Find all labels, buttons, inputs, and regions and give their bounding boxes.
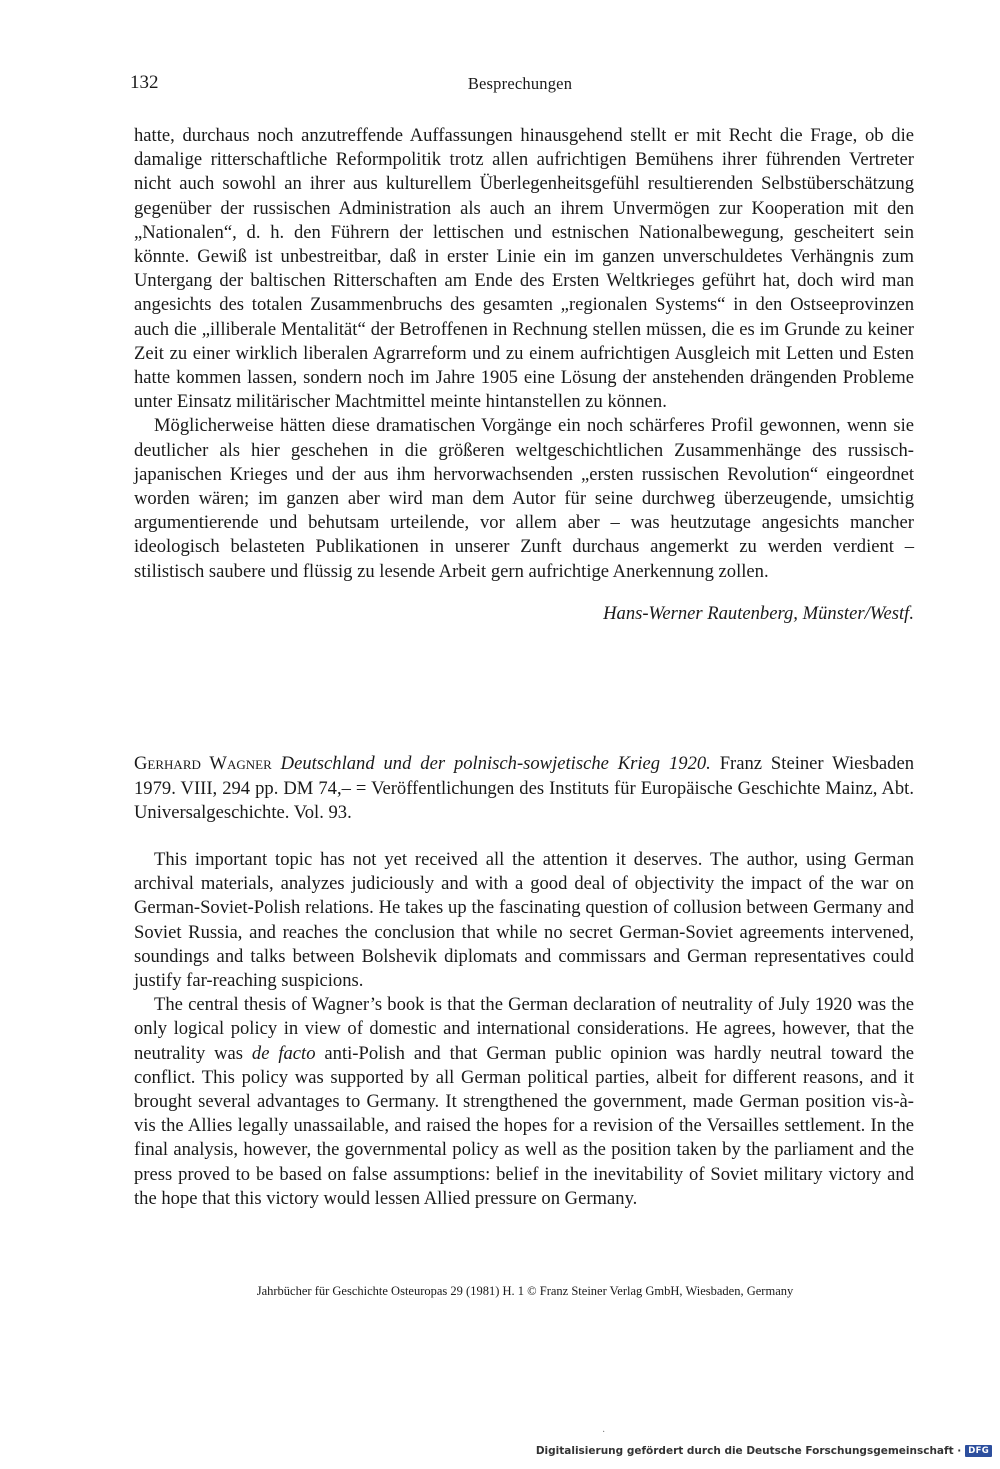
digitization-notice bbox=[536, 1445, 992, 1457]
book-author: Gerhard Wagner bbox=[134, 753, 272, 774]
journal-footer: Jahrbücher für Geschichte Osteuropas 29 (1981) H. 1 © Franz Steiner Verlag GmbH, Wiesbaden, Germany bbox=[256, 1284, 794, 1298]
review-german-paragraph-1: hatte, durchaus noch anzutreffende Auffassungen hinausgehend stellt er mit Recht die Frage, ob die damalige ritterschaftliche Reformpolitik trotz allen aufrichtigen Bemühens ihrer führenden Vertreter nicht auch sowohl an ihrer aus kulturellem Überlegenheitsgefühl resultierenden Selbstüberschätzung gegenüber der russischen Administration als auch an ihrem Unvermögen zur Kooperation mit den „Nationalen“, d. h. den Führern der lettischen und estnischen Nationalbewegung, gescheitert sein könnte. Gewiß ist unbestreitbar, daß in erster Linie ein im ganzen unverschuldetes Verhängnis zum Untergang der baltischen Ritterschaften am Ende des Ersten Weltkrieges geführt hat, doch wird man angesichts des totalen Zusammenbruchs des gesamten „regionalen Systems“ in den Ostseeprovinzen auch die „illiberale Mentalität“ der Betroffenen in Rechnung stellen müssen, die es im Grunde zu keiner Zeit zu einer wirklich liberalen Agrarreform und zu einem aufrichtigen Ausgleich mit Letten und Esten hatte kommen lassen, sondern noch im Jahre 1905 eine Lösung der anstehenden drängenden Probleme unter Einsatz militärischer Machtmittel meinte hintanstellen zu können. bbox=[134, 125, 914, 413]
reviewer-signature: Hans-Werner Rautenberg, Münster/Westf. bbox=[603, 602, 914, 624]
book-title: Deutschland und der polnisch-sowjetische Krieg 1920. bbox=[280, 753, 711, 774]
review-english-paragraph-1: This important topic has not yet received all the attention it deserves. The author, using German archival materials, analyzes judiciously and with a good deal of objectivity the impact of the war on German-Soviet-Polish relations. He takes up the fascinating question of collusion between Germany and Soviet Russia, and reaches the conclusion that while no secret German-Soviet agreements intervened, soundings and talks between Bolshevik diplomats and commissars and German representatives could justify far-reaching suspicions. bbox=[134, 849, 914, 992]
review-english-paragraph-2-start: The central thesis of Wagner’s book is that the German declaration of neutrality of July 1920 was the only logical policy in view of domestic and international considerations. He agrees, however, that the neutrality was bbox=[134, 994, 914, 1064]
page-number: 132 bbox=[130, 72, 159, 93]
review-english bbox=[134, 848, 914, 1211]
running-title: Besprechungen bbox=[467, 74, 573, 93]
review-german-paragraph-2: Möglicherweise hätten diese dramatischen Vorgänge ein noch schärferes Profil gewonnen, wenn sie deutlicher als hier geschehen in die größeren weltgeschichtlichen Zusammenhänge des russisch-japanischen Krieges und der aus ihm hervorwachsenden „ersten russischen Revolution“ eingeordnet worden wären; im ganzen aber wird man dem Autor für seine durchweg überzeugende, umsichtig argumentierende und behutsam urteilende, vor allem aber – was heutzutage angesichts mancher ideologisch belasteten Publikationen in unserer Zunft durchaus angemerkt zu werden verdient – stilistisch saubere und flüssig zu lesende Arbeit gern aufrichtige Anerkennung zollen. bbox=[134, 415, 914, 582]
review-german bbox=[134, 124, 914, 626]
digitization-notice-text: Digitalisierung gefördert durch die Deutsche Forschungsgemeinschaft · bbox=[535, 1445, 962, 1457]
book-publication-details: Franz Steiner Wiesbaden 1979. VIII, 294 pp. DM 74,– = Veröffentlichungen des Instituts für Europäische Geschichte Mainz, Abt. Universalgeschichte. Vol. 93. bbox=[134, 753, 915, 823]
review-english-paragraph-2 bbox=[134, 993, 914, 1211]
scan-mark: · bbox=[602, 1427, 606, 1438]
italic-term: de facto bbox=[251, 1042, 316, 1064]
review-english-paragraph-2-end: anti-Polish and that German public opinion was hardly neutral toward the conflict. This policy was supported by all German political parties, albeit for different reasons, and it brought several advantages to Germany. It strengthened the government, made German position vis-à-vis the Allies legally unassailable, and raised the hopes for a revision of the Versailles settlement. In the final analysis, however, the governmental policy as well as the position taken by the parliament and the press proved to be based on false assumptions: belief in the inevitability of Soviet military victory and the hope that this victory would lessen Allied pressure on Germany. bbox=[134, 1042, 914, 1209]
dfg-logo-icon: DFG bbox=[965, 1445, 992, 1457]
bibliographic-entry bbox=[134, 752, 914, 826]
